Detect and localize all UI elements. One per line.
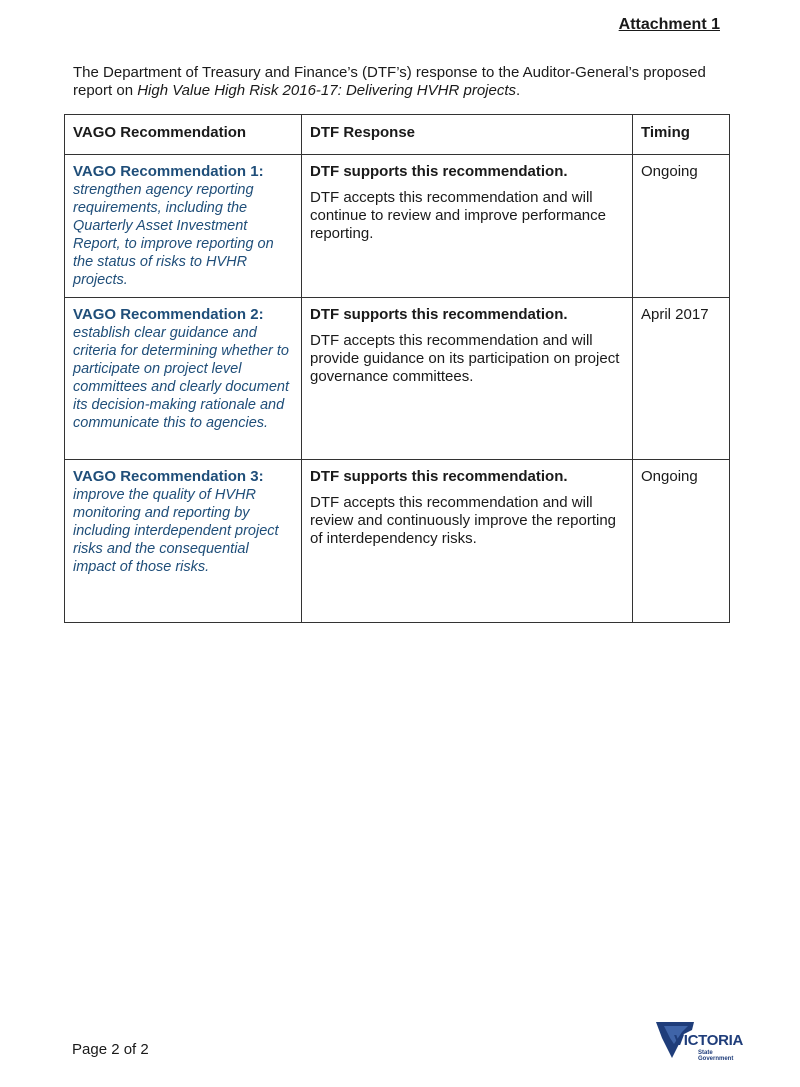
response-title: DTF supports this recommendation. [310, 163, 568, 180]
timing-value: Ongoing [641, 163, 698, 180]
response-cell [302, 298, 633, 460]
table-header-row [65, 115, 730, 155]
report-title: High Value High Risk 2016-17: Delivering HVHR projects [137, 82, 516, 99]
intro-period: . [516, 82, 521, 99]
timing-value: Ongoing [641, 468, 698, 485]
timing-cell [633, 460, 730, 623]
header-dtf-response: DTF Response [302, 115, 633, 155]
table-row [65, 460, 730, 623]
timing-cell [633, 298, 730, 460]
intro-paragraph [73, 64, 723, 100]
timing-value: April 2017 [641, 306, 709, 323]
response-text: DTF accepts this recommendation and will continue to review and improve performance reporting. [310, 189, 606, 242]
attachment-label: Attachment 1 [618, 16, 720, 33]
logo-subtitle [698, 1050, 733, 1062]
response-text: DTF accepts this recommendation and will provide guidance on its participation on project governance committees. [310, 332, 620, 385]
page-number: Page 2 of 2 [72, 1041, 149, 1058]
table-row [65, 298, 730, 460]
header-timing: Timing [633, 115, 730, 155]
recommendation-title: VAGO Recommendation 1: [73, 163, 264, 180]
recommendation-cell [65, 155, 302, 298]
recommendation-title: VAGO Recommendation 2: [73, 306, 264, 323]
response-title: DTF supports this recommendation. [310, 306, 568, 323]
response-cell [302, 460, 633, 623]
intro-text: The Department of Treasury and Finance’s (DTF’s) response to the Auditor-General’s proposed report on [73, 64, 706, 99]
timing-cell [633, 155, 730, 298]
logo-name: VICTORIA [674, 1032, 743, 1049]
logo-sub-state: State [698, 1050, 713, 1056]
recommendation-title: VAGO Recommendation 3: [73, 468, 264, 485]
response-title: DTF supports this recommendation. [310, 468, 568, 485]
victoria-government-logo [654, 1020, 743, 1066]
recommendation-cell [65, 298, 302, 460]
recommendation-cell [65, 460, 302, 623]
logo-sub-government: Government [698, 1056, 734, 1062]
table-row [65, 155, 730, 298]
response-text: DTF accepts this recommendation and will review and continuously improve the reporting of interdependency risks. [310, 494, 616, 547]
response-table [64, 114, 730, 623]
header-vago-recommendation: VAGO Recommendation [65, 115, 302, 155]
recommendation-text: improve the quality of HVHR monitoring and reporting by including interdependent project risks and the consequential impact of those risks. [73, 487, 279, 575]
recommendation-text: establish clear guidance and criteria for determining whether to participate on project level committees and clearly document its decision-making rationale and communicate this to agencies. [73, 325, 289, 431]
response-cell [302, 155, 633, 298]
recommendation-text: strengthen agency reporting requirements, including the Quarterly Asset Investment Report, to improve reporting on the status of risks to HVHR projects. [73, 182, 274, 288]
